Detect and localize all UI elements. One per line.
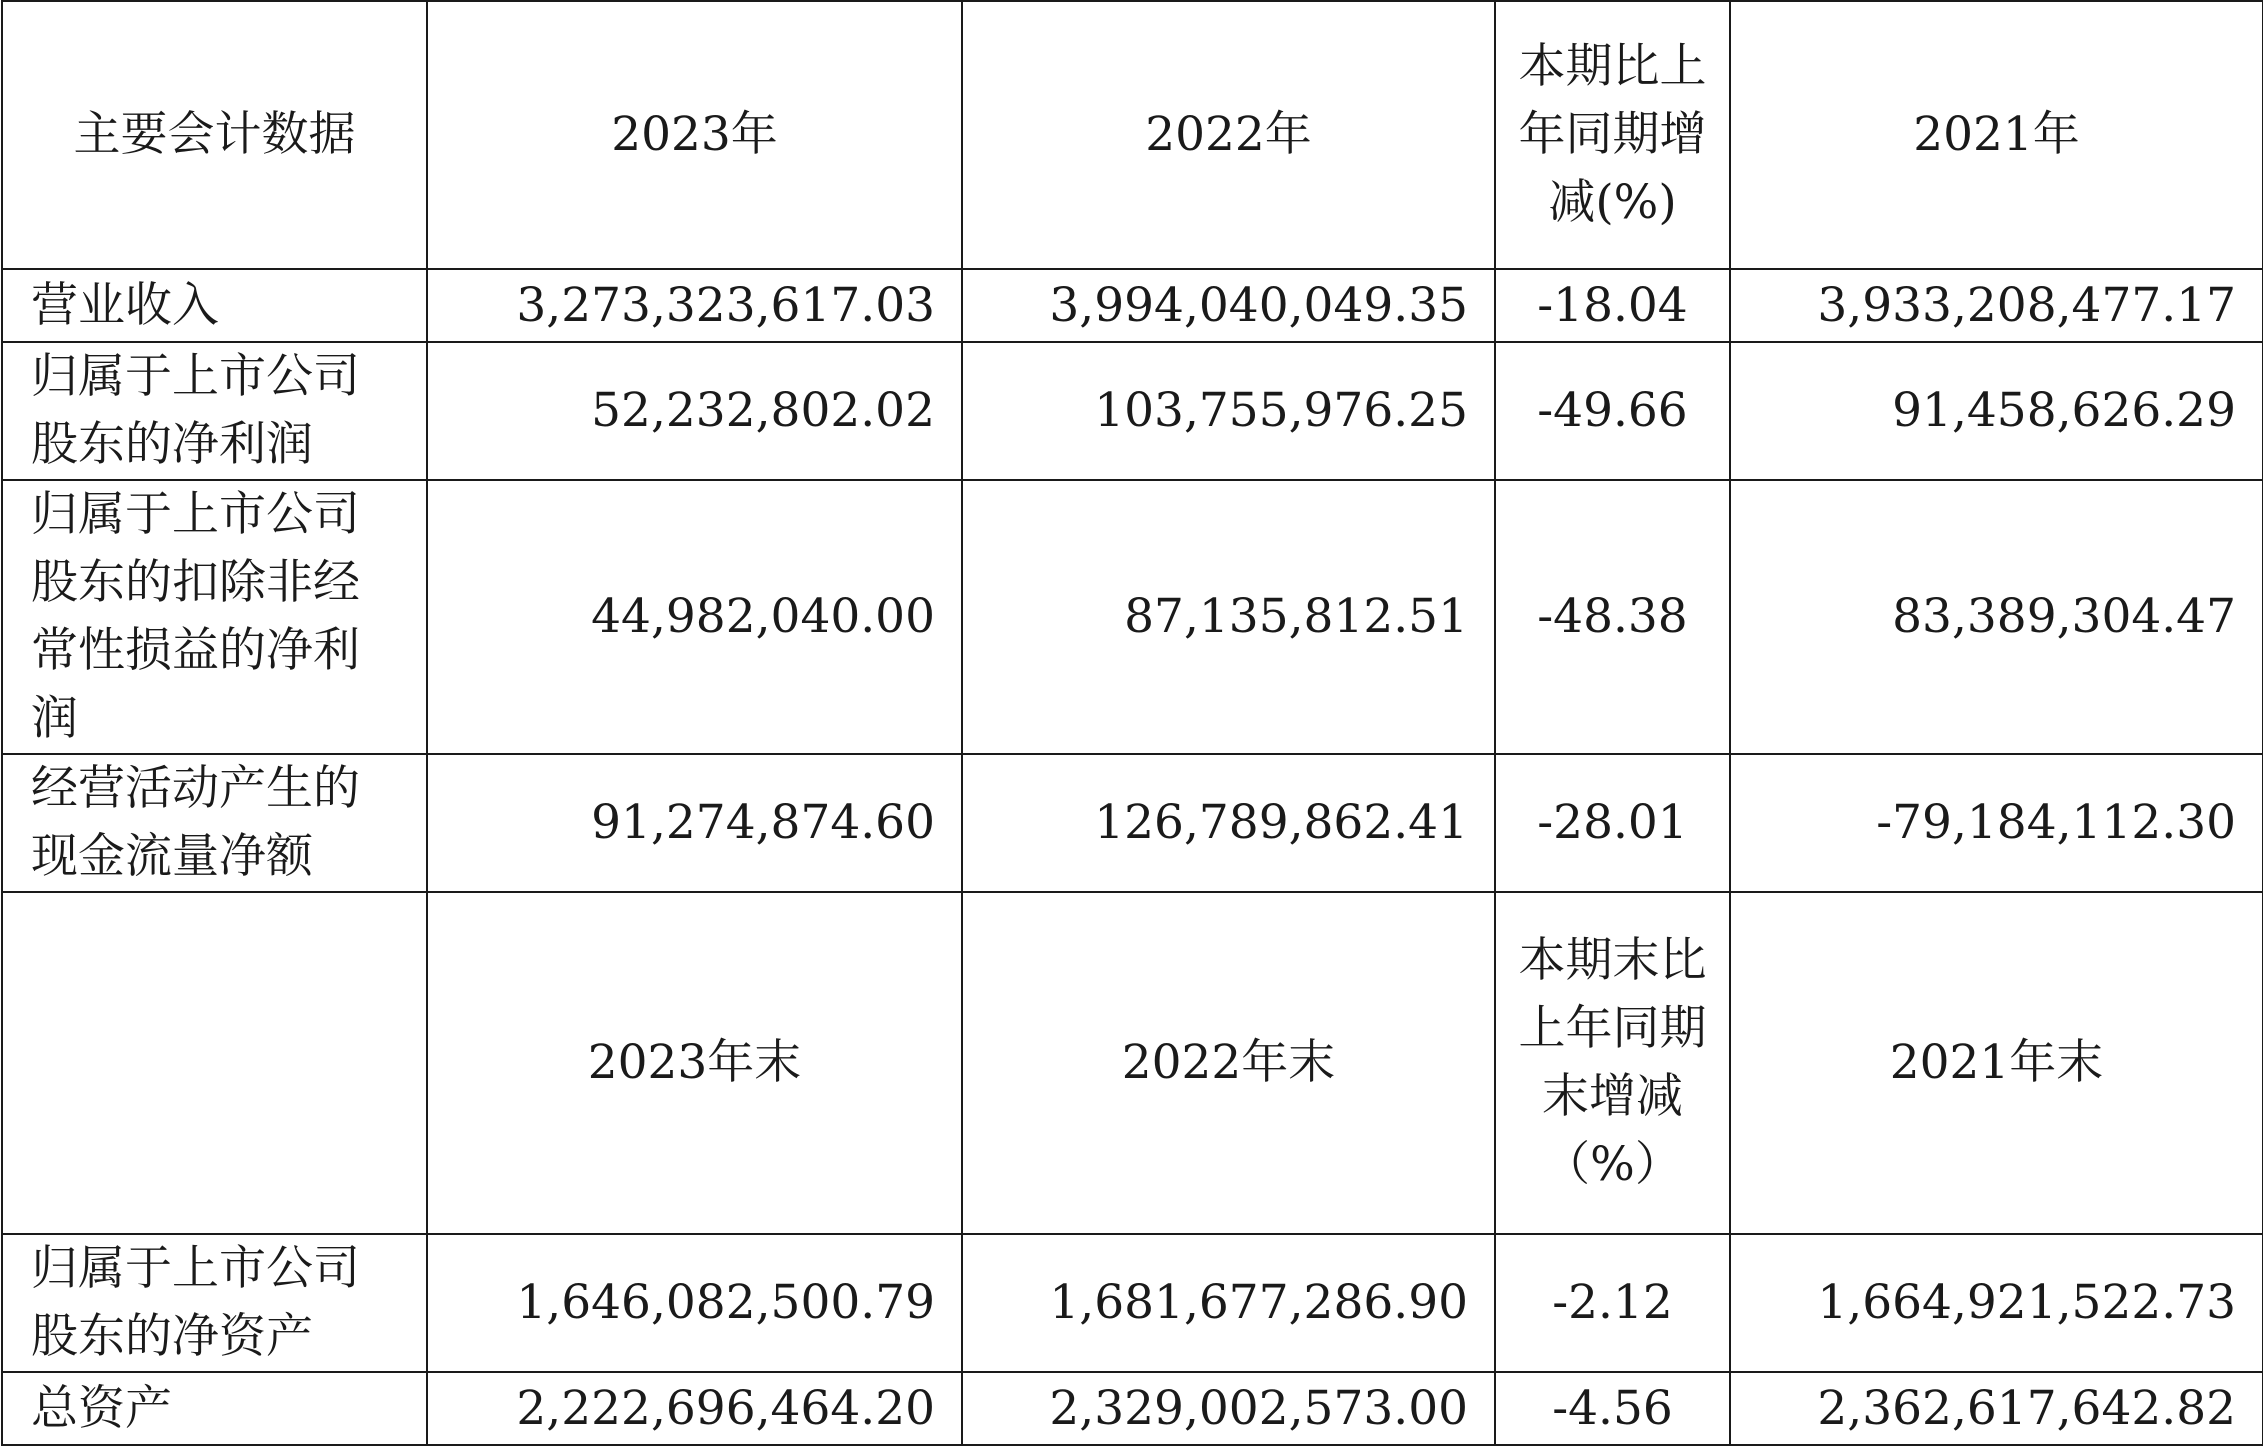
value-2021: 2,362,617,642.82 — [1730, 1372, 2263, 1445]
value-change: -48.38 — [1495, 480, 1730, 754]
value-2021: 83,389,304.47 — [1730, 480, 2263, 754]
row-label: 营业收入 — [2, 269, 427, 342]
value-2022: 87,135,812.51 — [962, 480, 1495, 754]
header-change-end: 本期末比上年同期末增减（%） — [1495, 892, 1730, 1234]
value-change: -2.12 — [1495, 1234, 1730, 1372]
value-2021: 91,458,626.29 — [1730, 342, 2263, 480]
header-2023: 2023年 — [427, 1, 962, 269]
value-2023: 52,232,802.02 — [427, 342, 962, 480]
header-row — [2, 892, 2263, 1234]
value-change: -49.66 — [1495, 342, 1730, 480]
row-label: 经营活动产生的现金流量净额 — [2, 754, 427, 892]
table-row — [2, 269, 2263, 342]
value-2022: 103,755,976.25 — [962, 342, 1495, 480]
header-row — [2, 1, 2263, 269]
table-row — [2, 480, 2263, 754]
key-financial-data-table — [1, 0, 2263, 1446]
table-row — [2, 1234, 2263, 1372]
value-2022: 126,789,862.41 — [962, 754, 1495, 892]
value-2021: 3,933,208,477.17 — [1730, 269, 2263, 342]
header-change: 本期比上年同期增减(%) — [1495, 1, 1730, 269]
row-label: 归属于上市公司股东的扣除非经常性损益的净利润 — [2, 480, 427, 754]
value-2022: 2,329,002,573.00 — [962, 1372, 1495, 1445]
header-label — [2, 892, 427, 1234]
value-2022: 3,994,040,049.35 — [962, 269, 1495, 342]
value-2023: 3,273,323,617.03 — [427, 269, 962, 342]
value-2023: 2,222,696,464.20 — [427, 1372, 962, 1445]
value-change: -18.04 — [1495, 269, 1730, 342]
row-label: 归属于上市公司股东的净资产 — [2, 1234, 427, 1372]
value-2021: 1,664,921,522.73 — [1730, 1234, 2263, 1372]
header-2022: 2022年 — [962, 1, 1495, 269]
value-2023: 44,982,040.00 — [427, 480, 962, 754]
value-change: -28.01 — [1495, 754, 1730, 892]
value-2022: 1,681,677,286.90 — [962, 1234, 1495, 1372]
header-2023-end: 2023年末 — [427, 892, 962, 1234]
header-label: 主要会计数据 — [2, 1, 427, 269]
header-2021-end: 2021年末 — [1730, 892, 2263, 1234]
value-2023: 91,274,874.60 — [427, 754, 962, 892]
row-label: 总资产 — [2, 1372, 427, 1445]
table-row — [2, 1372, 2263, 1445]
row-label: 归属于上市公司股东的净利润 — [2, 342, 427, 480]
value-2021: -79,184,112.30 — [1730, 754, 2263, 892]
value-change: -4.56 — [1495, 1372, 1730, 1445]
table-row — [2, 754, 2263, 892]
header-2021: 2021年 — [1730, 1, 2263, 269]
table-row — [2, 342, 2263, 480]
header-2022-end: 2022年末 — [962, 892, 1495, 1234]
value-2023: 1,646,082,500.79 — [427, 1234, 962, 1372]
